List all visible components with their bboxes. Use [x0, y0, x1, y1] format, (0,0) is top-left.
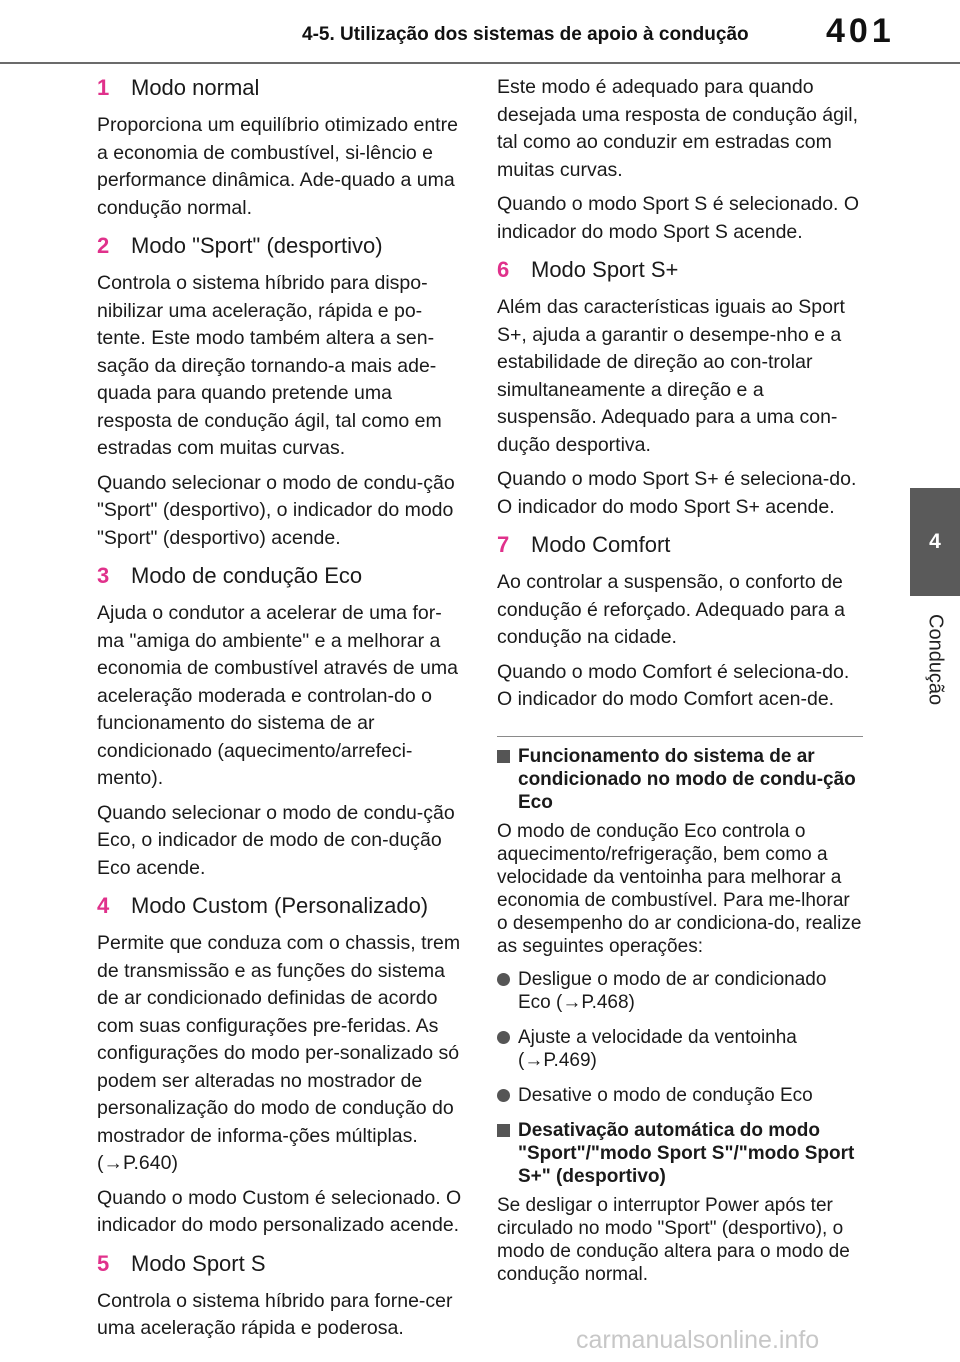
header-divider — [0, 62, 960, 64]
item-number: 5 — [97, 1250, 110, 1276]
paragraph: Quando o modo Comfort é seleciona-do. O indicador do modo Comfort acen-de. — [497, 660, 850, 710]
round-bullet-icon — [497, 973, 510, 986]
paragraph: Controla o sistema híbrido para forne-cer uma aceleração rápida e poderosa. — [97, 1289, 453, 1339]
item-title: Modo "Sport" (desportivo) — [131, 233, 383, 258]
chapter-label: Condução — [924, 614, 947, 706]
paragraph: Proporciona um equilíbrio otimizado entre a economia de combustível, si-lêncio e performance dinâmica. Ade-quado a uma condução normal. — [97, 114, 458, 219]
mode-heading-eco — [97, 562, 462, 590]
section-heading-text: Desativação automática do modo "Sport"/"modo Sport S"/"modo Sport S+" (desportivo) — [518, 1119, 855, 1187]
list-item — [497, 968, 863, 1014]
item-title: Modo Sport S — [131, 1250, 266, 1276]
list-item-text: Desligue o modo de ar condicionado Eco (→P.468) — [518, 968, 827, 1013]
mode-heading-normal — [97, 74, 462, 102]
paragraph: Além das características iguais ao Sport S+, ajuda a garantir o desempe-nho e a estabilidade de direção ao con-trolar simultaneamente a direção e a suspensão. Adequado para a uma con-dução desportiva. — [497, 296, 845, 456]
round-bullet-icon — [497, 1031, 510, 1044]
running-header-title: 4-5. Utilização dos sistemas de apoio à condução — [302, 24, 749, 45]
item-number: 1 — [97, 75, 110, 100]
paragraph: Quando selecionar o modo de condu-ção Eco, o indicador de modo de con-dução Eco acende. — [97, 801, 455, 879]
mode-heading-sport-s — [97, 1250, 462, 1278]
mode-heading-custom — [97, 892, 462, 920]
square-bullet-icon — [497, 1124, 510, 1137]
paragraph: Quando o modo Sport S+ é seleciona-do. O indicador do modo Sport S+ acende. — [497, 468, 857, 518]
section-divider — [497, 736, 863, 737]
left-column — [97, 74, 462, 1350]
paragraph: Ajuda o condutor a acelerar de uma for-ma "amiga do ambiente" e a melhorar a economia de combustível através de uma aceleração moderada e controlan-do o funcionamento do sistema de ar condicionado (aquecimento/arrefeci-mento). — [97, 602, 458, 789]
item-number: 3 — [97, 563, 110, 588]
paragraph: Se desligar o interruptor Power após ter circulado no modo "Sport" (desportivo), o modo de condução altera para o modo de condução normal. — [497, 1194, 850, 1285]
chapter-tab: 4 — [910, 488, 960, 596]
item-number: 7 — [497, 532, 510, 557]
right-column — [497, 74, 863, 1295]
page-number: 401 — [826, 12, 895, 50]
mode-heading-comfort — [497, 531, 863, 559]
watermark: carmanualsonline.info — [576, 1326, 820, 1354]
list-item — [497, 1084, 863, 1107]
item-number: 6 — [497, 257, 510, 282]
round-bullet-icon — [497, 1089, 510, 1102]
item-title: Modo de condução Eco — [131, 563, 363, 588]
square-bullet-icon — [497, 750, 510, 763]
section-heading-text: Funcionamento do sistema de ar condicionado no modo de condu-ção Eco — [518, 745, 856, 813]
section-heading — [497, 1119, 863, 1188]
item-number: 4 — [97, 893, 110, 918]
paragraph: Quando o modo Sport S é selecionado. O indicador do modo Sport S acende. — [497, 193, 860, 243]
mode-heading-sport — [97, 232, 462, 260]
paragraph: Controla o sistema híbrido para dispo-nibilizar uma aceleração, rápida e po-tente. Este modo também altera a sen-sação da direção tornando-a mais ade-quada para quando pretende uma resposta de condução ágil, tal como em estradas com muitas curvas. — [97, 272, 442, 459]
paragraph: Quando selecionar o modo de condu-ção "Sport" (desportivo), o indicador do modo "Sport" (desportivo) acende. — [97, 471, 455, 549]
section-heading — [497, 745, 863, 814]
paragraph: Quando o modo Custom é selecionado. O indicador do modo personalizado acende. — [97, 1186, 462, 1236]
paragraph: Este modo é adequado para quando desejada uma resposta de condução ágil, tal como ao conduzir em estradas com muitas curvas. — [497, 76, 858, 181]
paragraph: O modo de condução Eco controla o aquecimento/refrigeração, bem como a velocidade da ventoinha para melhorar a economia de combustível. Para me-lhorar o desempenho do ar condiciona-do, realize as seguintes operações: — [497, 820, 862, 957]
item-title: Modo Comfort — [531, 532, 671, 557]
item-title: Modo Custom (Personalizado) — [131, 893, 429, 918]
list-item — [497, 1026, 863, 1072]
item-title: Modo normal — [131, 75, 260, 100]
item-title: Modo Sport S+ — [531, 257, 679, 282]
list-item-text: Desative o modo de condução Eco — [518, 1084, 813, 1106]
item-number: 2 — [97, 233, 110, 258]
mode-heading-sport-s-plus — [497, 256, 863, 284]
paragraph: Ao controlar a suspensão, o conforto de condução é reforçado. Adequado para a condução na cidade. — [497, 571, 846, 648]
list-item-text: Ajuste a velocidade da ventoinha (→P.469) — [518, 1026, 797, 1071]
paragraph: Permite que conduza com o chassis, trem de transmissão e as funções do sistema de ar condicionado definidas de acordo com suas configurações pre-feridas. As configurações do modo per-sonalizado só podem ser alteradas no mostrador de personalização do modo de condução do mostrador de informa-ções múltiplas. (→P.640) — [97, 932, 461, 1174]
